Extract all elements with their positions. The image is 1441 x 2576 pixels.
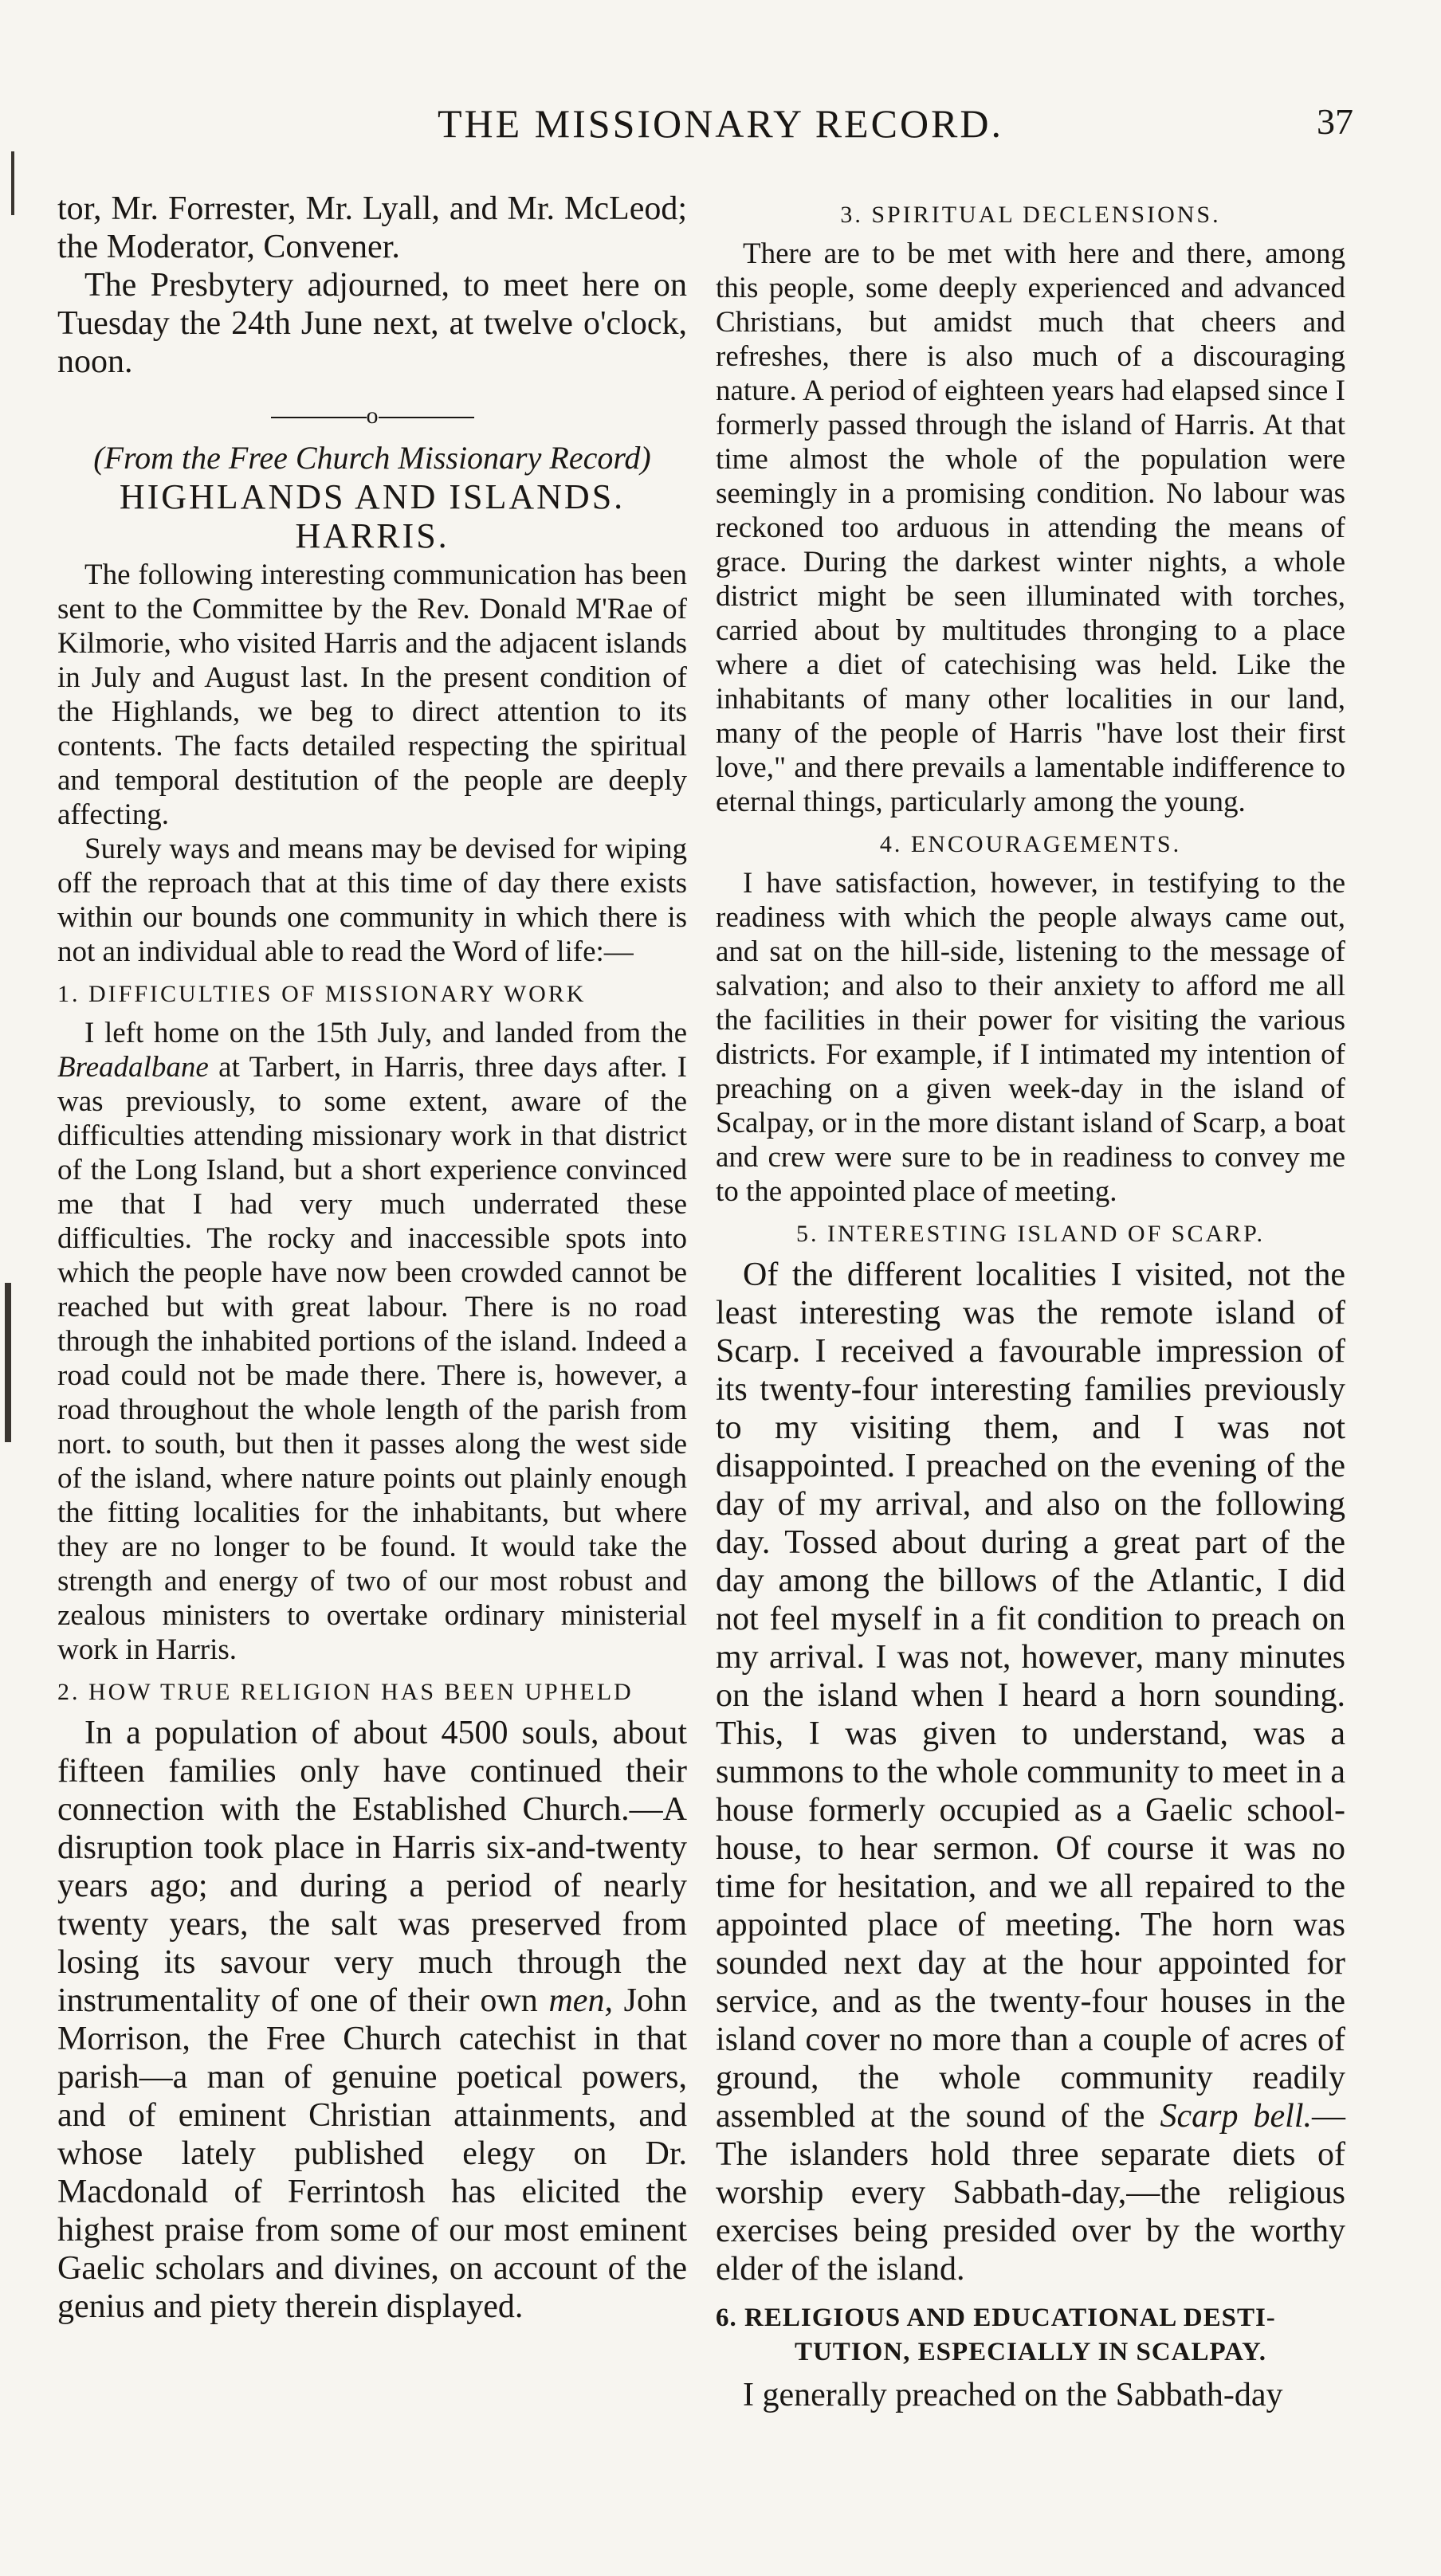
paragraph: In a population of about 4500 souls, about fifteen families only have continued their connection with the Established Church.—A disruption took place in Harris six-and-twenty years ago; and during a period of nearly twenty years, the salt was preserved from losing its savour very much through the instrumentality of one of their own men, John Morrison, the Free Church catechist in that parish—a man of genuine poetical powers, and of eminent Christian attainments, and whose lately published elegy on Dr. Macdonald of Ferrintosh has elicited the highest praise from some of our most eminent Gaelic scholars and divines, on account of the genius and piety therein displayed.: [57, 1715, 688, 2325]
paragraph: The following interesting communication has been sent to the Committee by the Rev. Donald M'Rae of Kilmorie, who visited Harris and the adjacent islands in July and August last. In the present condition of the Highlands, we beg to direct attention to its contents. The facts detailed respecting the spiritual and temporal destitution of the people are deeply affecting.: [57, 559, 687, 831]
section-heading: 5. INTERESTING ISLAND OF SCARP.: [795, 1221, 1266, 1247]
paragraph: The Presbytery adjourned, to meet here on Tuesday the 24th June next, at twelve o'clock, noon.: [57, 267, 687, 380]
section-heading: 1. DIFFICULTIES OF MISSIONARY WORK: [57, 981, 587, 1007]
article-heading: HIGHLANDS AND ISLANDS.: [119, 477, 626, 516]
section-divider: o: [57, 398, 687, 433]
section-heading: 6. RELIGIOUS AND EDUCATIONAL DESTI- TUTION, ESPECIALLY IN SCALPAY.: [716, 2304, 1276, 2366]
section-heading: 4. ENCOURAGEMENTS.: [879, 831, 1182, 857]
margin-annotation-mark: [11, 151, 14, 215]
paragraph: I have satisfaction, however, in testifying to the readiness with which the people always came out, and sat on the hill-side, listening to the message of salvation; and also to their anxiety to afford me all the facilities in their power for visiting the various districts. For example, if I intimated my intention of preaching on a given week-day in the island of Scalpay, or in the more distant island of Scarp, a boat and crew were sure to be in readiness to convey me to the appointed place of meeting.: [716, 867, 1345, 1208]
source-attribution: (From the Free Church Missionary Record): [93, 440, 651, 476]
paragraph: I left home on the 15th July, and landed from the Breadalbane at Tarbert, in Harris, three days after. I was previously, to some extent, aware of the difficulties attending missionary work in that district of the Long Island, but a short experience convinced me that I had very much underrated these difficulties. The rocky and inaccessible spots into which the people have now been crowded cannot be reached but with great labour. There is no road through the inhabited portions of the island. Indeed a road could not be made there. There is, however, a road throughout the whole length of the parish from nort. to south, but then it passes along the west side of the island, where nature points out plainly enough the fitting localities for the inhabitants, but where they are no longer to be found. It would take the strength and energy of two of our most robust and zealous ministers to overtake ordinary ministerial work in Harris.: [57, 1017, 687, 1666]
paragraph: Surely ways and means may be devised for wiping off the reproach that at this time of day there exists within our bounds one community in which there is not an individual able to read the Word of life:—: [57, 833, 687, 968]
ship-name: Breadalbane: [57, 1051, 209, 1084]
left-column: [57, 190, 687, 2326]
article-subheading: HARRIS.: [295, 516, 450, 555]
page-number: 37: [1317, 101, 1353, 142]
paragraph: I generally preached on the Sabbath-day: [743, 2377, 1283, 2413]
paragraph: There are to be met with here and there, among this people, some deeply experienced and advanced Christians, but amidst much that cheers and refreshes, there is also much of a discouraging nature. A period of eighteen years had elapsed since I formerly passed through the island of Harris. At that time almost the whole of the population were seemingly in a promising condition. No labour was reckoned too arduous in attending the means of grace. During the darkest winter nights, a whole district might be seen illuminated with torches, carried about by multitudes thronging to a place where a diet of catechising was held. Like the inhabitants of many other localities in our land, many of the people of Harris "have lost their first love," and there prevails a lamentable indifference to eternal things, particularly among the young.: [716, 237, 1345, 818]
section-heading: 2. HOW TRUE RELIGION HAS BEEN UPHELD: [57, 1679, 634, 1705]
margin-annotation-mark: [5, 1283, 11, 1442]
paragraph: tor, Mr. Forrester, Mr. Lyall, and Mr. McLeod; the Moderator, Convener.: [57, 190, 687, 265]
running-title: THE MISSIONARY RECORD.: [437, 101, 1004, 146]
section-heading: 3. SPIRITUAL DECLENSIONS.: [840, 202, 1221, 228]
right-column: [716, 190, 1345, 2414]
paragraph: Of the different localities I visited, not the least interesting was the remote island of Scarp. I received a favourable impression of its twenty-four interesting families previously to my visiting them, and I was not disappointed. I preached on the evening of the day of my arrival, and also on the following day. Tossed about during a great part of the day among the billows of the Atlantic, I did not feel myself in a fit condition to preach on my arrival. I was not, however, many minutes on the island when I heard a horn sounding. This, I was given to understand, was a summons to the whole community to meet in a house formerly occupied as a Gaelic school-house, to hear sermon. Of course it was no time for hesitation, and we all repaired to the appointed place of meeting. The horn was sounded next day at the hour appointed for service, and as the twenty-four houses in the island cover no more than a couple of acres of ground, the whole community readily assembled at the sound of the Scarp bell.—The islanders hold three separate diets of worship every Sabbath-day,—the religious exercises being presided over by the worthy elder of the island.: [716, 1257, 1346, 2288]
